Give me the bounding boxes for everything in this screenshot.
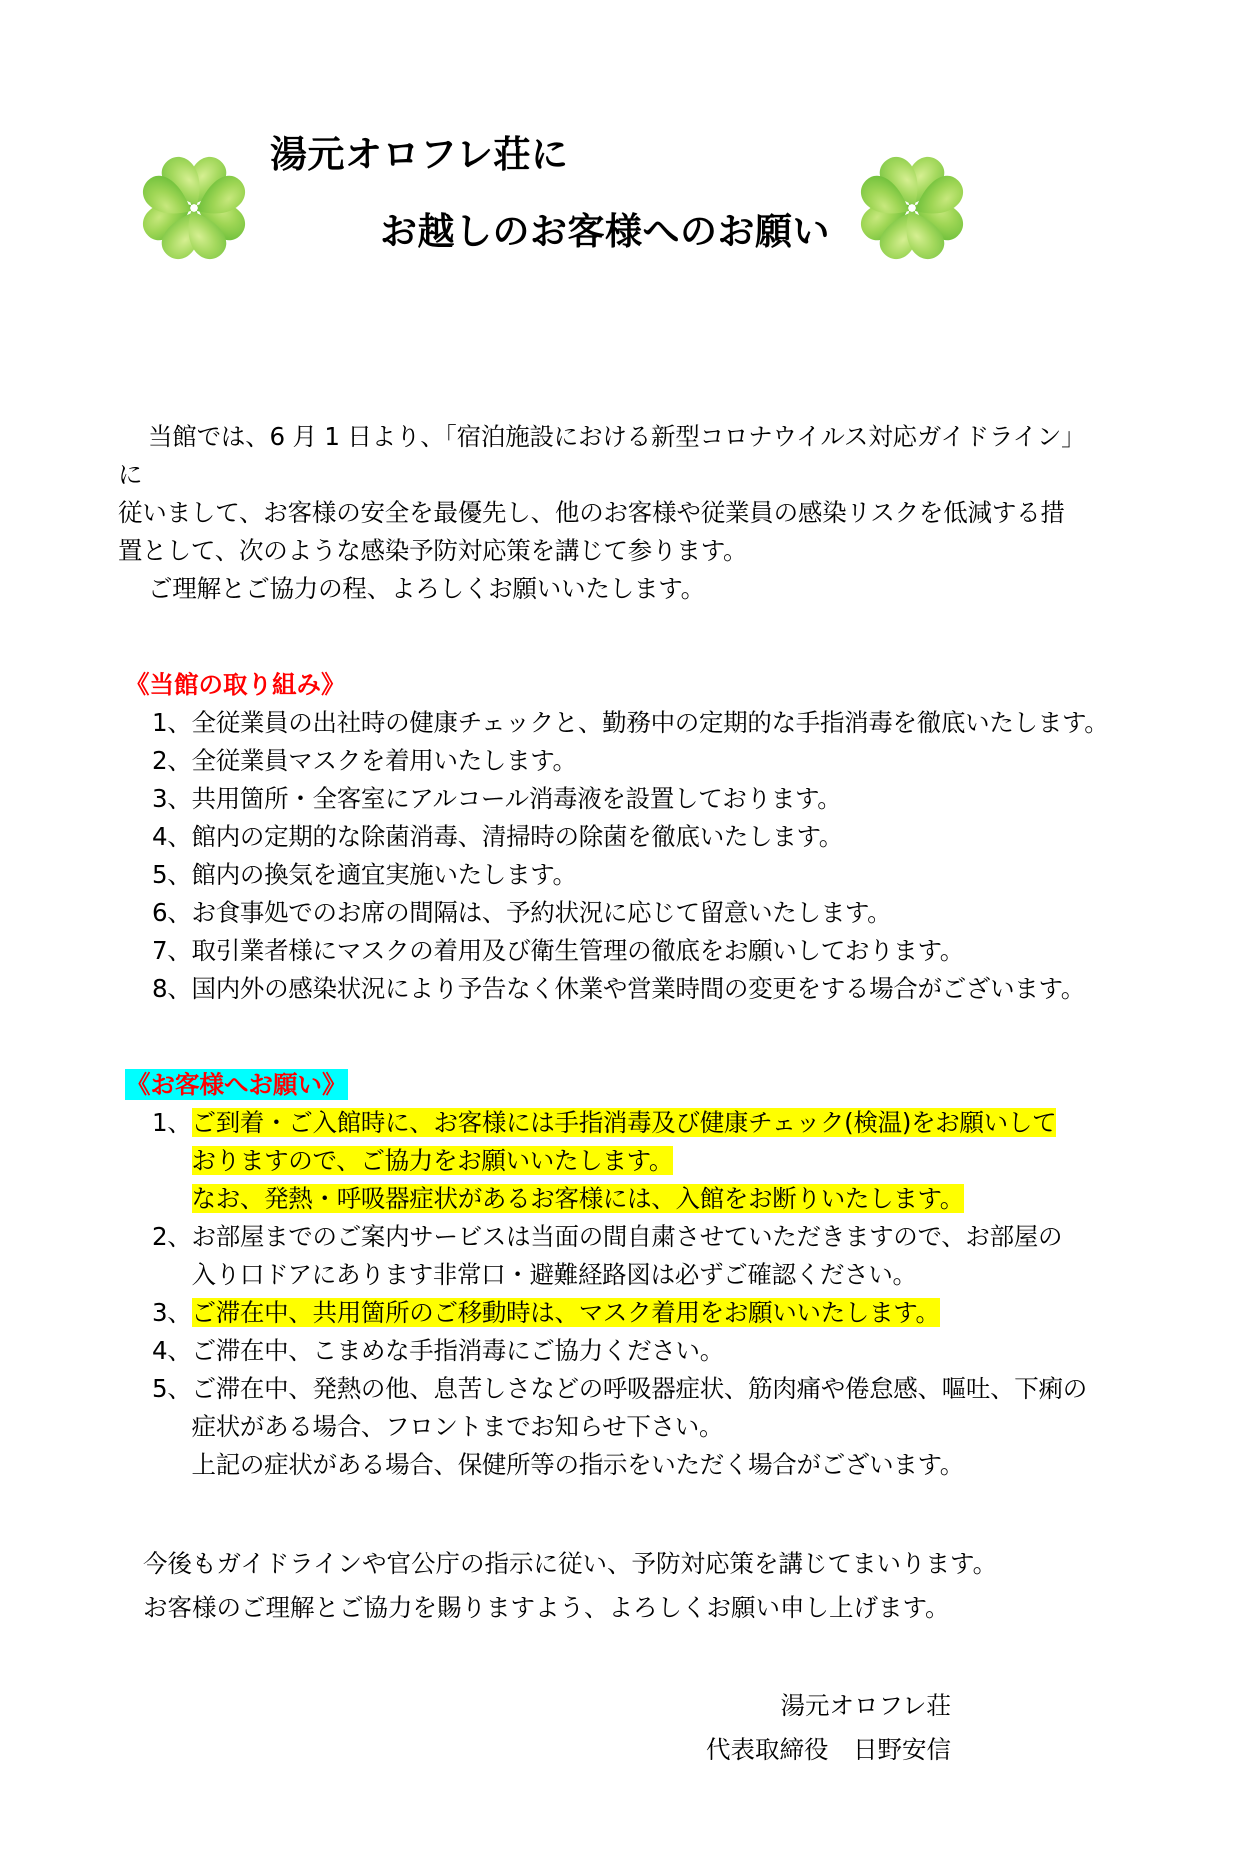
section-heading-hotel-measures-text: 《当館の取り組み》 [125,670,346,699]
intro-line-4-text: ご理解とご協力の程、よろしくお願いいたします。 [148,574,705,603]
list-item-number: 3、 [152,1298,192,1327]
list-item-number: 7、 [152,936,192,965]
intro-paragraph [0,418,1241,608]
list-item-number: 4、 [152,822,192,851]
title-line-2: お越しのお客様へのお願い [380,210,830,253]
signature-block [0,1684,1241,1772]
list-item [152,1218,1211,1294]
line-text: 入り口ドアにあります非常口・避難経路図は必ずご確認ください。 [191,1260,917,1289]
section-heading-hotel-measures [0,666,1241,704]
line-text: お部屋までのご案内サービスは当面の間自粛させていただきますので、お部屋の [191,1222,1063,1251]
title-line-1: 湯元オロフレ荘に [270,133,569,176]
list-item [152,818,1211,856]
list-item-number: 4、 [152,1336,192,1365]
list-item-text: 共用箇所・全客室にアルコール消毒液を設置しております。 [191,784,842,813]
closing-line-2: お客様のご理解とご協力を賜りますよう、よろしくお願い申し上げます。 [143,1593,950,1622]
list-item [152,780,1211,818]
line-text: 症状がある場合、フロントまでお知らせ下さい。 [191,1412,724,1441]
list-item-text: 館内の定期的な除菌消毒、清掃時の除菌を徹底いたします。 [191,822,843,851]
list-item [152,1104,1211,1218]
document-header [0,118,1241,298]
list-item [152,742,1211,780]
spacer [0,1008,1241,1066]
intro-line-4 [0,570,1241,608]
closing-paragraph [0,1542,1241,1630]
list-item-number: 2、 [152,746,192,775]
list-item-number: 1、 [152,708,192,737]
list-item-text [192,1370,1212,1484]
closing-line-1: 今後もガイドラインや官公庁の指示に従い、予防対応策を講じてまいります。 [143,1549,998,1578]
list-item [152,856,1211,894]
hotel-measures-list [0,704,1241,1008]
line-text: ご滞在中、こまめな手指消毒にご協力ください。 [191,1336,724,1365]
intro-line-1-text: 当館では、6 月 1 日より、「宿泊施設における新型コロナウイルス対応ガイドライン」に [118,422,1086,489]
document-page [0,118,1241,1872]
list-item-text [192,1104,1212,1218]
list-item-number: 2、 [152,1222,192,1251]
line-text: 上記の症状がある場合、保健所等の指示をいただく場合がございます。 [191,1450,964,1479]
list-item-text [192,1294,1212,1332]
signature-company: 湯元オロフレ荘 [780,1691,951,1720]
list-item-text: 全従業員マスクを着用いたします。 [191,746,577,775]
page-title [270,133,870,253]
list-item-text: 全従業員の出社時の健康チェックと、勤務中の定期的な手指消毒を徹底いたします。 [191,708,1109,737]
list-item-number: 1、 [152,1108,192,1137]
list-item-text: 国内外の感染状況により予告なく休業や営業時間の変更をする場合がございます。 [191,974,1085,1003]
list-item-number: 6、 [152,898,192,927]
list-item-number: 5、 [152,860,192,889]
intro-line-2: 従いまして、お客様の安全を最優先し、他のお客様や従業員の感染リスクを低減する措 [118,498,1065,527]
list-item-text [192,1218,1212,1294]
highlighted-text: なお、発熱・呼吸器症状があるお客様には、入館をお断りいたします。 [191,1184,964,1213]
document-body [0,418,1241,1772]
spacer [0,1484,1241,1542]
spacer [0,608,1241,666]
line-text: ご滞在中、発熱の他、息苦しさなどの呼吸器症状、筋肉痛や倦怠感、嘔吐、下痢の [191,1374,1087,1403]
list-item [152,932,1211,970]
list-item [152,1294,1211,1332]
section-heading-guest-requests [0,1066,1241,1104]
list-item-number: 8、 [152,974,192,1003]
list-item-text: 取引業者様にマスクの着用及び衛生管理の徹底をお願いしております。 [191,936,964,965]
four-leaf-clover-icon-left [128,142,260,274]
signature-name: 代表取締役 日野安信 [706,1735,951,1764]
list-item [152,970,1211,1008]
highlighted-text: おりますので、ご協力をお願いいたします。 [191,1146,674,1175]
intro-line-1 [0,418,1241,494]
intro-line-3: 置として、次のような感染予防対応策を講じて参ります。 [118,536,748,565]
highlighted-text: ご滞在中、共用箇所のご移動時は、マスク着用をお願いいたします。 [191,1298,940,1327]
list-item [152,704,1211,742]
list-item [152,1370,1211,1484]
list-item-text [192,1332,1212,1370]
list-item-number: 5、 [152,1374,192,1403]
highlighted-text: ご到着・ご入館時に、お客様には手指消毒及び健康チェック(検温)をお願いして [191,1108,1057,1137]
section-heading-guest-requests-text: 《お客様へお願い》 [126,1070,347,1099]
list-item-text: 館内の換気を適宜実施いたします。 [191,860,577,889]
list-item [152,1332,1211,1370]
list-item-number: 3、 [152,784,192,813]
list-item-text: お食事処でのお席の間隔は、予約状況に応じて留意いたします。 [191,898,892,927]
guest-requests-list [0,1104,1241,1484]
list-item [152,894,1211,932]
